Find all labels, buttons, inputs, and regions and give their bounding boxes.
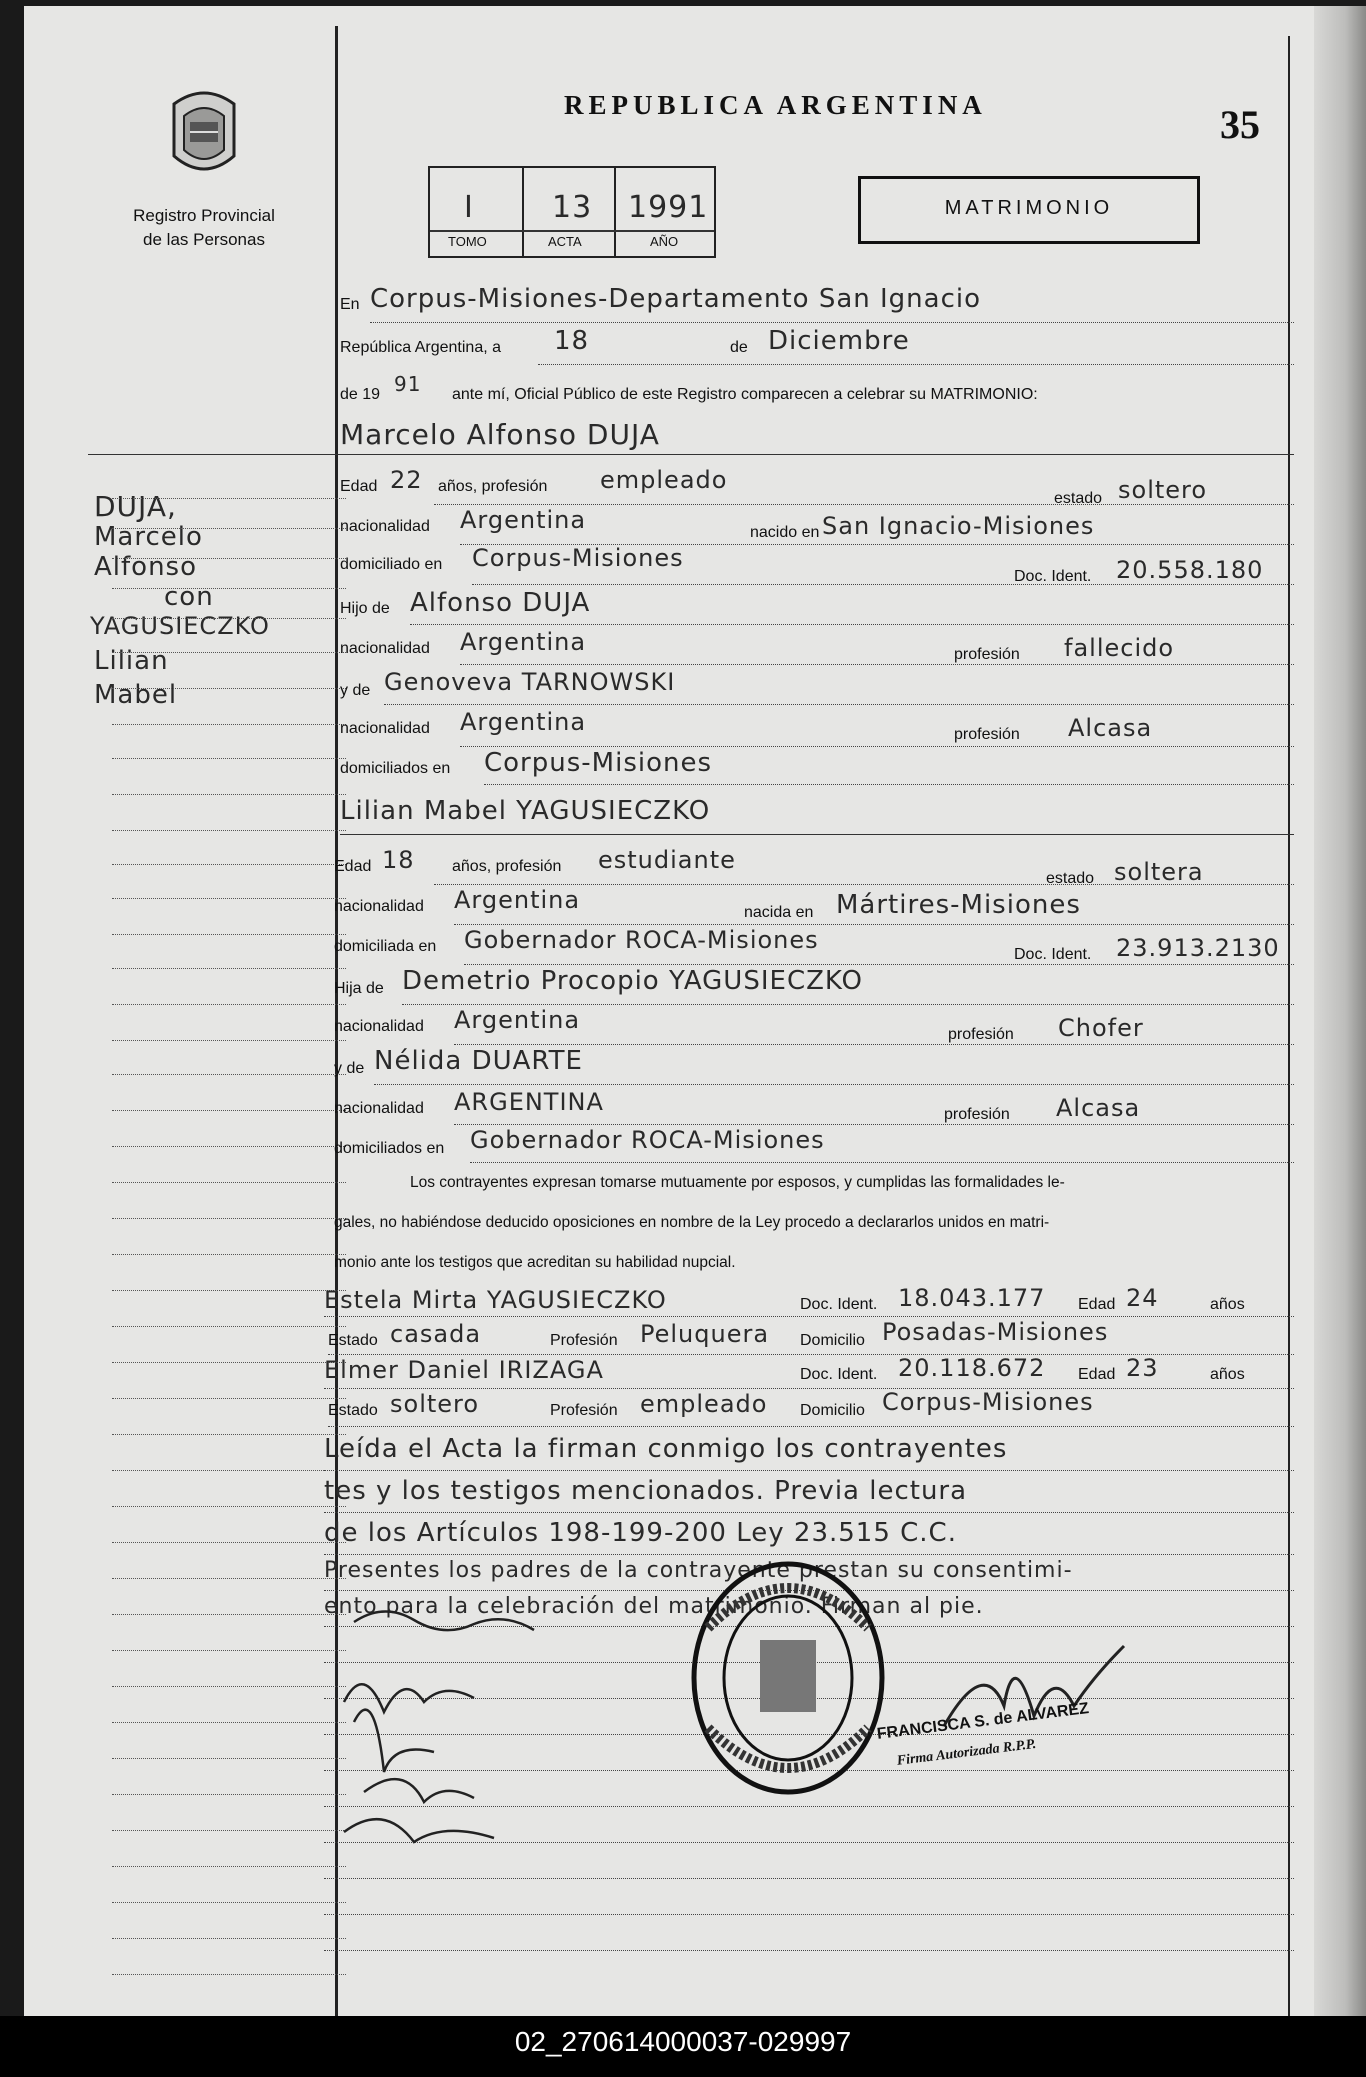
- bride-profession: estudiante: [598, 846, 736, 874]
- witness2-name: Elmer Daniel IRIZAGA: [324, 1356, 604, 1384]
- witness2-domicile: Corpus-Misiones: [882, 1388, 1094, 1416]
- bride-nationality: Argentina: [454, 886, 581, 914]
- edad-label: Edad: [1078, 1366, 1116, 1383]
- witness1-age: 24: [1126, 1284, 1159, 1312]
- acta-label: ACTA: [548, 234, 582, 249]
- domiciliado-label: domiciliado en: [340, 556, 443, 573]
- hija-label: Hija de: [334, 980, 384, 997]
- domicilio-label: Domicilio: [800, 1332, 865, 1349]
- official-seal: [688, 1558, 888, 1798]
- groom-domicile: Corpus-Misiones: [472, 544, 684, 572]
- nacionalidad-label: nacionalidad: [334, 898, 424, 915]
- anos-label: años: [1210, 1296, 1245, 1313]
- year-prefix: de 19: [340, 386, 381, 403]
- estado-label: estado: [1046, 870, 1095, 887]
- groom-mother: Genoveva TARNOWSKI: [384, 668, 676, 696]
- tomo-label: TOMO: [448, 234, 487, 249]
- domicilio-label: Domicilio: [800, 1402, 865, 1419]
- witness2-doc: 20.118.672: [898, 1354, 1046, 1382]
- bride-father-nationality: Argentina: [454, 1006, 581, 1034]
- yde-label: y de: [334, 1060, 365, 1077]
- declaration-line: monio ante los testigos que acreditan su habilidad nupcial.: [334, 1254, 736, 1271]
- act-place: Corpus-Misiones-Departamento San Ignacio: [370, 284, 982, 314]
- profesion-label: profesión: [954, 646, 1020, 663]
- bride-father-profession: Chofer: [1058, 1014, 1144, 1042]
- book-binding: [1314, 6, 1366, 2016]
- bride-estado: soltera: [1114, 858, 1204, 886]
- witness1-profession: Peluquera: [640, 1320, 770, 1348]
- tomo-cell: [430, 168, 524, 256]
- groom-mother-profession: Alcasa: [1068, 714, 1153, 742]
- bride-father: Demetrio Procopio YAGUSIECZKO: [402, 966, 863, 996]
- ano-value: 1991: [628, 190, 709, 225]
- de-label: de: [730, 339, 748, 356]
- estado-label: Estado: [328, 1332, 378, 1349]
- ano-label: AÑO: [650, 234, 679, 249]
- witness2-age: 23: [1126, 1354, 1159, 1382]
- nacionalidad-label: nacionalidad: [340, 640, 430, 657]
- witness1-name: Estela Mirta YAGUSIECZKO: [324, 1286, 667, 1314]
- witness2-estado: soltero: [390, 1390, 480, 1418]
- groom-nationality: Argentina: [460, 506, 587, 534]
- acta-value: 13: [552, 190, 593, 225]
- witness2-profession: empleado: [640, 1390, 768, 1418]
- groom-parents-domicile: Corpus-Misiones: [484, 748, 713, 778]
- intro-text: ante mí, Oficial Público de este Registro comparecen a celebrar su MATRIMONIO:: [452, 386, 1038, 403]
- bride-age: 18: [382, 846, 415, 874]
- nacionalidad-label: nacionalidad: [340, 518, 430, 535]
- nacionalidad-label: nacionalidad: [334, 1018, 424, 1035]
- bride-doc: 23.913.2130: [1116, 934, 1280, 962]
- domiciliados-label: domiciliados en: [340, 760, 451, 777]
- doc-label: Doc. Ident.: [800, 1366, 878, 1383]
- signatures: [324, 1602, 624, 1862]
- groom-estado: soltero: [1118, 476, 1208, 504]
- groom-father-profession: fallecido: [1064, 634, 1175, 662]
- document-type-box: [858, 176, 1200, 244]
- year-suffix: 91: [394, 372, 422, 396]
- closing-line: ento para la celebración del matrimonio. Firman al pie.: [324, 1594, 984, 1619]
- country-title: REPUBLICA ARGENTINA: [564, 90, 987, 120]
- act-month: Diciembre: [768, 326, 910, 356]
- groom-name: Marcelo Alfonso DUJA: [340, 418, 660, 451]
- en-label: En: [340, 296, 360, 313]
- margin-note-line: YAGUSIECZKO: [90, 612, 270, 640]
- edad-label: Edad: [340, 478, 378, 495]
- register-page: [24, 6, 1324, 2016]
- scan-footer: [0, 2016, 1366, 2077]
- witness1-estado: casada: [390, 1320, 482, 1348]
- groom-father: Alfonso DUJA: [410, 588, 591, 618]
- right-border-line: [1288, 36, 1290, 2016]
- bride-mother-nationality: ARGENTINA: [454, 1088, 604, 1116]
- profesion-label: profesión: [944, 1106, 1010, 1123]
- image-id: 02_270614000037-029997: [514, 2026, 852, 2057]
- bride-parents-domicile: Gobernador ROCA-Misiones: [470, 1126, 825, 1154]
- acta-cell: [522, 168, 616, 256]
- hijo-label: Hijo de: [340, 600, 390, 617]
- profesion-label: profesión: [954, 726, 1020, 743]
- nacionalidad-label: nacionalidad: [334, 1100, 424, 1117]
- groom-birthplace: San Ignacio-Misiones: [822, 512, 1095, 540]
- profesion-label: Profesión: [550, 1402, 618, 1419]
- domiciliada-label: domiciliada en: [334, 938, 437, 955]
- act-day: 18: [554, 326, 590, 356]
- domiciliados-label: domiciliados en: [334, 1140, 445, 1157]
- registry-line1: Registro Provincial: [133, 206, 275, 225]
- margin-note-line: con: [164, 582, 214, 612]
- doc-label: Doc. Ident.: [1014, 568, 1092, 585]
- groom-doc: 20.558.180: [1116, 556, 1264, 584]
- book-reference-box: [428, 166, 716, 258]
- nacionalidad-label: nacionalidad: [340, 720, 430, 737]
- groom-mother-nationality: Argentina: [460, 708, 587, 736]
- yde-label: y de: [340, 682, 371, 699]
- witness1-doc: 18.043.177: [898, 1284, 1046, 1312]
- document-type: MATRIMONIO: [944, 197, 1114, 219]
- bride-birthplace: Mártires-Misiones: [836, 890, 1081, 920]
- doc-label: Doc. Ident.: [1014, 946, 1092, 963]
- nacido-label: nacido en: [750, 524, 820, 541]
- bride-name: Lilian Mabel YAGUSIECZKO: [340, 796, 711, 826]
- province-seal: [164, 86, 244, 186]
- ano-cell: [614, 168, 714, 256]
- tomo-value: I: [464, 190, 474, 225]
- margin-note-line: Alfonso: [94, 552, 198, 582]
- republica-label: República Argentina, a: [340, 339, 501, 356]
- doc-label: Doc. Ident.: [800, 1296, 878, 1313]
- bride-mother-profession: Alcasa: [1056, 1094, 1141, 1122]
- groom-age: 22: [390, 466, 423, 494]
- nacida-label: nacida en: [744, 904, 814, 921]
- margin-note-line: Mabel: [94, 680, 178, 710]
- declaration-line: gales, no habiéndose deducido oposiciones en nombre de la Ley procedo a declararlos unidos en matri-: [334, 1214, 1050, 1231]
- profesion-label: años, profesión: [438, 478, 548, 495]
- registry-line2: de las Personas: [143, 230, 265, 249]
- margin-note-line: DUJA,: [94, 490, 177, 523]
- closing-line: tes y los testigos mencionados. Previa lectura: [324, 1476, 968, 1506]
- margin-note-line: Lilian: [94, 646, 169, 676]
- profesion-label: Profesión: [550, 1332, 618, 1349]
- declaration-line: Los contrayentes expresan tomarse mutuamente por esposos, y cumplidas las formalidades le-: [410, 1174, 1065, 1191]
- closing-line: Leída el Acta la firman conmigo los contrayentes: [324, 1434, 1008, 1464]
- official-name: FRANCISCA S. de ALVAREZ: [876, 1699, 1090, 1743]
- estado-label: estado: [1054, 490, 1103, 507]
- page-number: 35: [1220, 102, 1260, 147]
- edad-label: Edad: [1078, 1296, 1116, 1313]
- bride-mother: Nélida DUARTE: [374, 1046, 583, 1076]
- closing-line: Presentes los padres de la contrayente prestan su consentimi-: [324, 1558, 1073, 1583]
- profesion-label: profesión: [948, 1026, 1014, 1043]
- groom-profession: empleado: [600, 466, 728, 494]
- profesion-label: años, profesión: [452, 858, 562, 875]
- anos-label: años: [1210, 1366, 1245, 1383]
- groom-father-nationality: Argentina: [460, 628, 587, 656]
- edad-label: Edad: [334, 858, 372, 875]
- witness1-domicile: Posadas-Misiones: [882, 1318, 1109, 1346]
- margin-note-line: Marcelo: [94, 522, 203, 552]
- closing-line: de los Artículos 198-199-200 Ley 23.515 C.C.: [324, 1518, 957, 1548]
- bride-domicile: Gobernador ROCA-Misiones: [464, 926, 819, 954]
- official-title: Firma Autorizada R.P.P.: [896, 1736, 1037, 1769]
- estado-label: Estado: [328, 1402, 378, 1419]
